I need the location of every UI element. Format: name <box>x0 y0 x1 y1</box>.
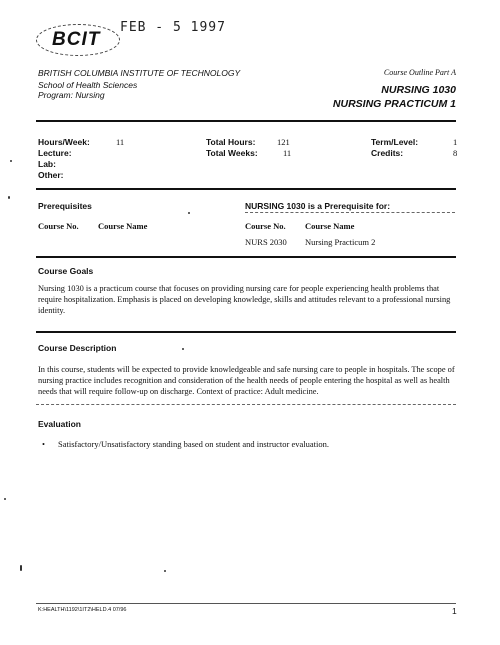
prereq-col-course-name: Course Name <box>98 221 148 231</box>
total-hours-value: 121 <box>277 137 290 147</box>
page-number: 1 <box>452 606 457 616</box>
prereq-for-row-course-no: NURS 2030 <box>245 237 287 247</box>
prerequisite-for-underline <box>245 212 455 213</box>
document-label: Course Outline Part A <box>383 68 456 77</box>
evaluation-bullet: • <box>42 439 45 449</box>
total-weeks-value: 11 <box>283 148 292 158</box>
prerequisites-heading: Prerequisites <box>38 201 92 211</box>
header-rule <box>36 120 456 122</box>
description-rule <box>36 404 456 405</box>
prereq-for-row-course-name: Nursing Practicum 2 <box>305 237 376 247</box>
prerequisite-for-heading: NURSING 1030 is a Prerequisite for: <box>245 201 391 211</box>
hours-week-label: Hours/Week: <box>38 137 90 147</box>
scan-speck <box>10 160 12 162</box>
footer-rule <box>36 603 456 604</box>
total-hours-label: Total Hours: <box>206 137 256 147</box>
program-name: Program: Nursing <box>38 90 105 100</box>
bcit-logo: BCIT <box>52 29 101 50</box>
credits-label: Credits: <box>371 148 404 158</box>
total-weeks-label: Total Weeks: <box>206 148 258 158</box>
prereq-for-col-course-name: Course Name <box>305 221 355 231</box>
course-title: NURSING PRACTICUM 1 <box>332 98 456 110</box>
course-goals-heading: Course Goals <box>38 266 94 276</box>
term-level-value: 1 <box>453 137 458 147</box>
course-description-text: In this course, students will be expected to provide knowledgeable and safe nursing care to people in hospitals. The scope of nursing practice includes recognition and consideration of the health needs of people entering the hospital as well as health needs that will require follow-up on discharge. Context of practice: Adult medicine. <box>38 365 455 397</box>
institution-name: BRITISH COLUMBIA INSTITUTE OF TECHNOLOGY <box>38 68 241 78</box>
school-name: School of Health Sciences <box>38 80 138 90</box>
lab-label: Lab: <box>38 159 56 169</box>
term-level-label: Term/Level: <box>371 137 419 147</box>
footer-file-reference: K:HEALTH\1192\1IT2\HELD.4 07/96 <box>38 607 127 613</box>
hours-week-value: 11 <box>116 137 125 147</box>
goals-rule <box>36 331 456 333</box>
scan-speck <box>188 212 190 214</box>
other-label: Other: <box>38 170 64 180</box>
course-description-heading: Course Description <box>38 343 117 353</box>
prereq-for-col-course-no: Course No. <box>245 221 286 231</box>
date-stamp: FEB - 5 1997 <box>120 20 226 35</box>
scan-speck <box>164 570 166 572</box>
scan-speck <box>182 348 184 350</box>
prereq-col-course-no: Course No. <box>38 221 79 231</box>
course-code: NURSING 1030 <box>381 84 456 96</box>
lecture-label: Lecture: <box>38 148 72 158</box>
scan-speck <box>8 196 10 199</box>
evaluation-heading: Evaluation <box>38 419 81 429</box>
hours-rule <box>36 188 456 190</box>
evaluation-item: Satisfactory/Unsatisfactory standing based on student and instructor evaluation. <box>58 439 329 449</box>
course-goals-text: Nursing 1030 is a practicum course that focuses on providing nursing care for people experiencing health problems that require hospitalization. Emphasis is placed on developing knowledge, skills and attitudes relevant to a professional nursing identity. <box>38 284 451 316</box>
prerequisites-rule <box>36 256 456 258</box>
credits-value: 8 <box>453 148 458 158</box>
scan-speck <box>20 565 22 571</box>
scan-speck <box>4 498 6 500</box>
